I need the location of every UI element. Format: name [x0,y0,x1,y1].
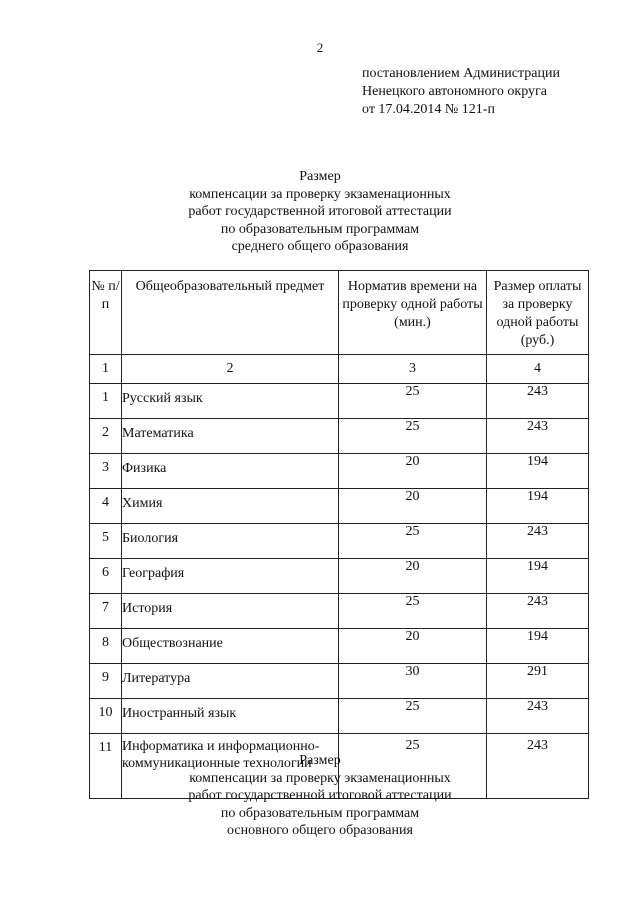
row-subject: Русский язык [122,384,339,419]
header-number: № п/п [90,271,122,355]
title-line: основного общего образования [227,823,413,838]
row-number: 6 [90,559,122,594]
title-line: по образовательным программам [220,805,420,821]
row-payment: 291 [487,664,589,699]
title-line: Размер [299,753,341,768]
row-number: 10 [90,699,122,734]
row-time-norm: 25 [339,524,487,559]
table-row [90,699,589,734]
column-index: 1 [90,355,122,384]
table-header-row [90,271,589,355]
title-line: компенсации за проверку экзаменационных [189,186,451,202]
table-row [90,594,589,629]
row-number: 4 [90,489,122,524]
row-time-norm: 20 [339,489,487,524]
row-time-norm: 20 [339,454,487,489]
compensation-table [89,270,589,799]
table-row [90,524,589,559]
header-time-norm: Норматив времени на проверку одной работы (мин.) [339,271,487,355]
row-time-norm: 25 [339,699,487,734]
row-subject: Информатика и информационно-коммуникационные технологии [122,734,339,799]
row-payment: 194 [487,559,589,594]
row-time-norm: 20 [339,629,487,664]
row-subject: Литература [122,664,339,699]
row-time-norm: 25 [339,734,487,799]
row-time-norm: 25 [339,419,487,454]
row-subject: География [122,559,339,594]
title-line: по образовательным программам [220,221,420,237]
table-row [90,629,589,664]
row-payment: 194 [487,629,589,664]
row-payment: 243 [487,384,589,419]
title-line: компенсации за проверку экзаменационных [189,770,451,786]
row-payment: 243 [487,419,589,454]
title-line: работ государственной итоговой аттестации [188,204,452,219]
row-time-norm: 25 [339,384,487,419]
title-line: среднего общего образования [231,239,409,254]
column-index-row [90,355,589,384]
row-number: 5 [90,524,122,559]
row-payment: 194 [487,489,589,524]
title-line: работ государственной итоговой аттестации [188,788,452,803]
table-row [90,454,589,489]
row-subject: Химия [122,489,339,524]
page-number: 2 [316,40,324,55]
row-payment: 243 [487,594,589,629]
row-time-norm: 25 [339,594,487,629]
table-row [90,384,589,419]
row-number: 11 [90,734,122,799]
row-payment: 243 [487,524,589,559]
table-row [90,559,589,594]
column-index: 2 [122,355,339,384]
table-row [90,419,589,454]
row-number: 8 [90,629,122,664]
column-index: 3 [339,355,487,384]
header-subject: Общеобразовательный предмет [122,271,339,355]
row-payment: 194 [487,454,589,489]
table-row [90,489,589,524]
title-line: Размер [299,169,341,184]
row-time-norm: 30 [339,664,487,699]
table-title-basic-education [0,752,640,840]
header-payment: Размер оплаты за проверку одной работы (руб.) [487,271,589,355]
row-payment: 243 [487,699,589,734]
row-number: 2 [90,419,122,454]
row-number: 1 [90,384,122,419]
row-number: 9 [90,664,122,699]
row-subject: Обществознание [122,629,339,664]
decree-line: от 17.04.2014 № 121-п [362,102,495,117]
column-index: 4 [487,355,589,384]
row-subject: Иностранный язык [122,699,339,734]
row-subject: Биология [122,524,339,559]
row-number: 3 [90,454,122,489]
row-payment: 243 [487,734,589,799]
row-time-norm: 20 [339,559,487,594]
row-subject: История [122,594,339,629]
decree-reference [362,65,560,119]
row-subject: Математика [122,419,339,454]
decree-line: постановлением Администрации [362,66,560,81]
table-row [90,664,589,699]
decree-line: Ненецкого автономного округа [362,84,547,99]
row-subject: Физика [122,454,339,489]
table-title-secondary-education [0,168,640,256]
row-number: 7 [90,594,122,629]
